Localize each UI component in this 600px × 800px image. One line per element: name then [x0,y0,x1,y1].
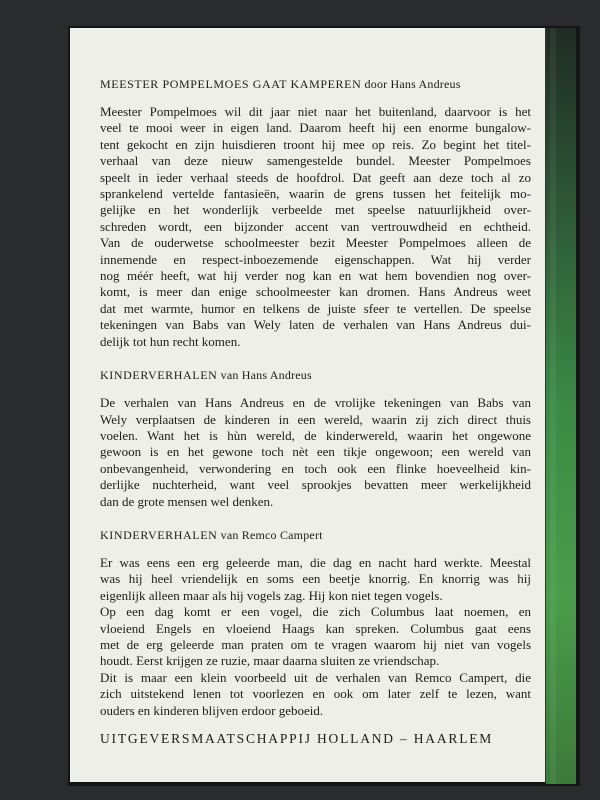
body-line: dat met warmte, humor en telkens de juiste sfeer te vertellen. De speelse [100,300,531,316]
body-line: Wely verplaatsen de kinderen in een wereld, waarin zij zich direct thuis [100,411,531,427]
body-line: tent gekocht en zijn huisdieren troont hij mee op reis. Zo begint het titel- [100,136,531,152]
body-line: speelt in ieder verhaal steeds de hoofdrol. Dat geeft aan deze toch al zo [100,169,531,185]
section-body [100,555,531,719]
body-line: met de erg geleerde man praten om te vragen waarom hij niet van vogels [100,636,531,652]
body-line: onbevangenheid, verwondering en toch ook een flinke hoeveelheid kin- [100,460,531,476]
body-line: dan de grote mensen wel denken. [100,493,274,509]
body-line: komt, is meer dan enige schoolmeester kan dromen. Hans Andreus weet [100,284,531,300]
section-kinderverhalen-campert [100,528,531,719]
section-body [100,395,531,510]
body-line: Op een dag komt er een vogel, die zich Columbus laat noemen, en [100,604,531,620]
section-pompelmoes [100,77,531,350]
section-author: door Hans Andreus [364,77,461,91]
body-line: voelen. Want het is hùn wereld, de kinderwereld, waarin het ongewone [100,427,531,443]
body-line: Meester Pompelmoes wil dit jaar niet naar het buitenland, daarvoor is het [100,104,531,119]
body-line: eigenlijk alleen maar als hij vogels zag. Hij kon niet tegen vogels. [100,587,443,603]
section-author: van Hans Andreus [220,368,312,383]
body-line: gewoon is en het gewone toch nèt een tikje ongewoon; een wereld van [100,444,531,460]
body-line: ouders en kinderen blijven erdoor geboeid. [100,702,324,718]
body-line: derlijke nuchterheid, want veel sprookjes bevatten meer werkelijkheid [100,477,531,493]
body-line: vloeiend Engels en vloeiend Haags kan spreken. Columbus gaat eens [100,620,531,636]
back-cover-page [70,28,545,782]
body-line: Van de ouderwetse schoolmeester bezit Meester Pompelmoes alleen de [100,235,531,251]
body-line: delijk tot hun recht komen. [100,333,241,349]
section-heading [100,368,531,383]
body-line: nog méér heeft, wat hij verder nog kan en wat hem bovendien nog over- [100,268,531,284]
body-line: Dit is maar een klein voorbeeld uit de verhalen van Remco Campert, die [100,669,531,685]
body-line: innemende en respect-inboezemende eigenschappen. Wat hij verder [100,251,531,267]
body-line: was hij heel vriendelijk en soms een beetje knorrig. En knorrig was hij [100,571,531,587]
body-line: gelijke en het wonderlijk verbeelde met speelse natuurlijkheid over- [100,202,531,218]
section-title: KINDERVERHALEN [100,527,218,542]
body-line: veel te mooi weer in eigen land. Daarom heeft hij een enorme bungalow- [100,120,531,136]
publisher-imprint: UITGEVERSMAATSCHAPPIJ HOLLAND – HAARLEM [100,731,494,746]
section-title: MEESTER POMPELMOES GAAT KAMPEREN [100,77,362,91]
section-title: KINDERVERHALEN [100,368,218,383]
body-line: Er was eens een erg geleerde man, die dag en nacht hard werkte. Meestal [100,554,531,570]
body-line: zich uitstekend lenen tot voorlezen en ook om later zelf te lezen, want [100,686,531,702]
section-kinderverhalen-andreus [100,368,531,510]
book-spine [545,28,576,784]
body-line: tekeningen van Babs van Wely laten de verhalen van Hans Andreus dui- [100,317,531,333]
body-line: sprankelend vertelde fantasieën, waarin de grens tussen het feitelijk mo- [100,186,531,202]
section-body [100,104,531,350]
section-heading [100,528,531,543]
body-line: schreden wordt, een bijzonder accent van vertrouwdheid en echtheid. [100,218,531,234]
body-line: De verhalen van Hans Andreus en de vrolijke tekeningen van Babs van [100,395,531,411]
section-author: van Remco Campert [220,527,323,542]
body-line: verhaal van deze nieuw samengestelde bundel. Meester Pompelmoes [100,153,531,169]
body-line: houdt. Eerst krijgen ze ruzie, maar daarna sluiten ze vriendschap. [100,653,440,669]
section-heading [100,77,531,92]
